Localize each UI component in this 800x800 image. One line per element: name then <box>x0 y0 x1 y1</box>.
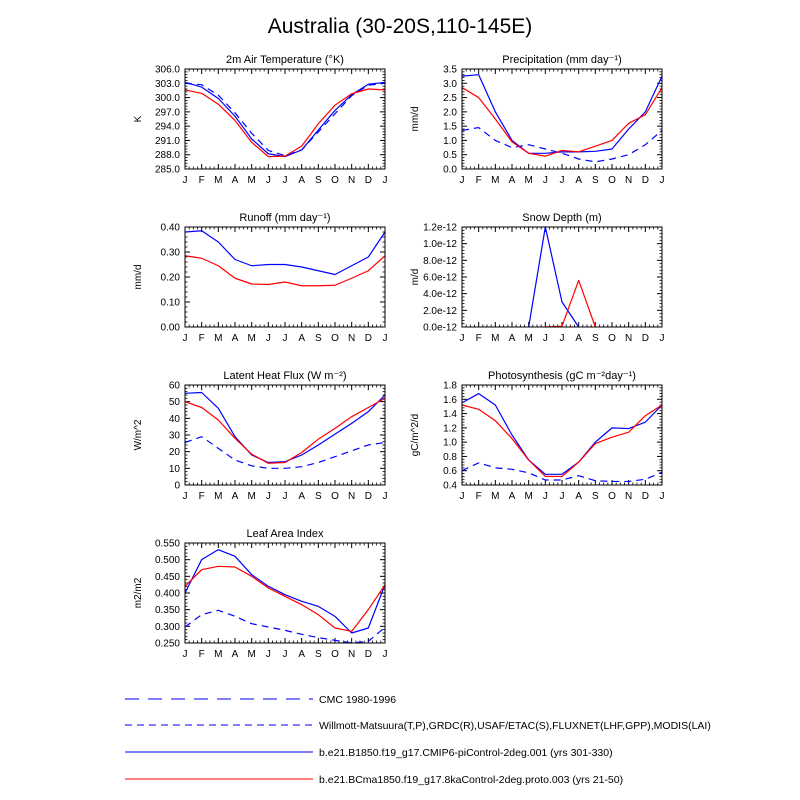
y-axis-label: K <box>133 115 144 123</box>
plot-frame <box>462 385 662 485</box>
x-tick-label: M <box>491 491 500 502</box>
x-tick-label: M <box>247 175 256 186</box>
x-tick-label: J <box>659 333 665 344</box>
legend-entry <box>125 747 613 759</box>
x-tick-label: J <box>282 175 288 186</box>
series-line-red-solid <box>462 88 662 157</box>
legend-entry <box>125 720 711 732</box>
series-line-blue-dashed <box>462 463 662 482</box>
x-tick-label: S <box>591 333 599 344</box>
series-line-blue-dashed <box>185 83 385 155</box>
x-tick-label: F <box>198 175 205 186</box>
panel-title: Snow Depth (m) <box>522 212 602 224</box>
y-tick-label: 297.0 <box>154 107 180 119</box>
x-tick-label: D <box>641 175 649 186</box>
legend-entry <box>125 774 623 786</box>
x-tick-label: S <box>314 491 322 502</box>
x-tick-label: A <box>575 175 583 186</box>
y-tick-label: 0.5 <box>443 150 457 162</box>
x-tick-label: N <box>348 491 356 502</box>
x-tick-label: J <box>459 491 465 502</box>
series-line-blue-solid <box>529 227 579 327</box>
x-tick-label: J <box>182 649 188 660</box>
chart-panel <box>133 54 388 186</box>
y-tick-label: 294.0 <box>154 121 180 133</box>
x-tick-label: N <box>625 491 633 502</box>
panel-title: Leaf Area Index <box>246 528 324 540</box>
x-tick-label: J <box>182 175 188 186</box>
x-tick-label: A <box>231 649 239 660</box>
x-tick-label: M <box>524 333 533 344</box>
x-tick-label: J <box>659 175 665 186</box>
x-tick-label: O <box>331 333 339 344</box>
x-tick-label: A <box>508 175 516 186</box>
x-tick-label: O <box>608 175 616 186</box>
x-tick-label: J <box>182 491 188 502</box>
y-tick-label: 20 <box>168 447 180 459</box>
x-tick-label: A <box>575 333 583 344</box>
y-tick-label: 306.0 <box>154 64 180 76</box>
y-tick-label: 288.0 <box>154 150 180 162</box>
y-tick-label: 300.0 <box>154 93 180 105</box>
x-tick-label: A <box>508 491 516 502</box>
y-tick-label: 1.0e-12 <box>423 239 457 251</box>
x-tick-label: S <box>314 333 322 344</box>
series-line-red-solid <box>185 566 385 631</box>
series-line-blue-dashed <box>185 437 385 469</box>
x-tick-label: J <box>265 333 271 344</box>
x-tick-label: S <box>591 175 599 186</box>
x-tick-label: J <box>542 175 548 186</box>
y-axis-label: mm/d <box>410 106 421 132</box>
y-tick-label: 50 <box>168 397 180 409</box>
x-tick-label: M <box>524 175 533 186</box>
x-tick-label: M <box>247 491 256 502</box>
x-tick-label: S <box>314 649 322 660</box>
x-tick-label: A <box>231 333 239 344</box>
panel-title: Photosynthesis (gC m⁻²day⁻¹) <box>488 370 636 382</box>
y-tick-label: 10 <box>168 463 180 475</box>
panel-title: Latent Heat Flux (W m⁻²) <box>223 370 347 382</box>
y-axis-label: m2/m2 <box>133 577 144 609</box>
y-tick-label: 0.30 <box>160 247 180 259</box>
x-tick-label: A <box>298 175 306 186</box>
x-tick-label: N <box>348 649 356 660</box>
y-tick-label: 0.4 <box>443 480 457 492</box>
plot-frame <box>462 227 662 327</box>
series-line-blue-solid <box>185 550 385 633</box>
x-tick-label: D <box>364 491 372 502</box>
y-tick-label: 1.4 <box>443 409 457 421</box>
y-tick-label: 0.10 <box>160 297 180 309</box>
plot-frame <box>185 543 385 643</box>
x-tick-label: M <box>214 175 223 186</box>
y-tick-label: 1.6 <box>443 394 457 406</box>
y-tick-label: 3.5 <box>443 64 457 76</box>
x-tick-label: F <box>198 333 205 344</box>
y-tick-label: 1.2e-12 <box>423 222 457 234</box>
x-tick-label: F <box>475 491 482 502</box>
x-tick-label: M <box>524 491 533 502</box>
y-tick-label: 3.0 <box>443 78 457 90</box>
y-tick-label: 0.500 <box>154 555 180 567</box>
x-tick-label: O <box>608 491 616 502</box>
x-tick-label: A <box>575 491 583 502</box>
x-tick-label: S <box>314 175 322 186</box>
y-tick-label: 291.0 <box>154 135 180 147</box>
x-tick-label: J <box>659 491 665 502</box>
x-tick-label: D <box>364 333 372 344</box>
y-tick-label: 1.0 <box>443 135 457 147</box>
y-tick-label: 0.20 <box>160 272 180 284</box>
y-tick-label: 0.350 <box>154 605 180 617</box>
series-line-blue-solid <box>185 231 385 275</box>
y-tick-label: 303.0 <box>154 78 180 90</box>
x-tick-label: O <box>331 175 339 186</box>
x-tick-label: N <box>625 175 633 186</box>
plot-frame <box>185 69 385 169</box>
y-tick-label: 1.2 <box>443 423 457 435</box>
y-tick-label: 40 <box>168 413 180 425</box>
x-tick-label: M <box>214 491 223 502</box>
legend-entry <box>125 694 396 706</box>
x-tick-label: D <box>641 333 649 344</box>
x-tick-label: J <box>182 333 188 344</box>
x-tick-label: S <box>591 491 599 502</box>
x-tick-label: J <box>542 333 548 344</box>
y-axis-label: W/m^2 <box>133 419 144 451</box>
x-tick-label: M <box>491 175 500 186</box>
chart-panel <box>133 370 388 502</box>
x-tick-label: N <box>625 333 633 344</box>
y-tick-label: 2.0e-12 <box>423 305 457 317</box>
x-tick-label: A <box>298 333 306 344</box>
x-tick-label: D <box>364 649 372 660</box>
series-line-red-solid <box>185 398 385 463</box>
series-line-blue-solid <box>185 82 385 156</box>
y-tick-label: 0.00 <box>160 322 180 334</box>
series-line-red-solid <box>185 89 385 157</box>
chart-panel <box>410 212 665 344</box>
y-tick-label: 0.450 <box>154 571 180 583</box>
x-tick-label: A <box>298 491 306 502</box>
y-tick-label: 0.300 <box>154 621 180 633</box>
x-tick-label: F <box>198 491 205 502</box>
x-tick-label: J <box>459 175 465 186</box>
chart-panel <box>410 54 665 186</box>
y-tick-label: 285.0 <box>154 164 180 176</box>
panel-title: Precipitation (mm day⁻¹) <box>502 54 622 66</box>
x-tick-label: A <box>231 491 239 502</box>
series-line-red-solid <box>545 280 595 327</box>
y-tick-label: 1.8 <box>443 380 457 392</box>
legend-label: Willmott-Matsuura(T,P),GRDC(R),USAF/ETAC(S),FLUXNET(LHF,GPP),MODIS(LAI) <box>319 720 711 732</box>
y-tick-label: 0.6 <box>443 466 457 478</box>
x-tick-label: J <box>382 491 388 502</box>
series-line-blue-solid <box>462 394 662 475</box>
y-tick-label: 0.250 <box>154 638 180 650</box>
y-tick-label: 60 <box>168 380 180 392</box>
y-tick-label: 1.5 <box>443 121 457 133</box>
y-tick-label: 0.8 <box>443 451 457 463</box>
x-tick-label: O <box>608 333 616 344</box>
y-tick-label: 0.0e-12 <box>423 322 457 334</box>
y-tick-label: 0.0 <box>443 164 457 176</box>
y-tick-label: 1.0 <box>443 437 457 449</box>
y-tick-label: 6.0e-12 <box>423 272 457 284</box>
panel-title: 2m Air Temperature (°K) <box>226 54 344 66</box>
x-tick-label: D <box>641 491 649 502</box>
x-tick-label: J <box>382 175 388 186</box>
panels <box>133 54 665 660</box>
chart-panel <box>410 370 665 502</box>
x-tick-label: J <box>559 491 565 502</box>
x-tick-label: J <box>265 175 271 186</box>
legend-label: b.e21.B1850.f19_g17.CMIP6-piControl-2deg.001 (yrs 301-330) <box>319 747 613 759</box>
x-tick-label: A <box>231 175 239 186</box>
x-tick-label: J <box>282 649 288 660</box>
y-axis-label: gC/m^2/d <box>410 413 421 457</box>
y-tick-label: 2.5 <box>443 93 457 105</box>
series-line-blue-dashed <box>462 128 662 162</box>
x-tick-label: M <box>247 649 256 660</box>
x-tick-label: F <box>475 175 482 186</box>
x-tick-label: J <box>382 649 388 660</box>
panel-title: Runoff (mm day⁻¹) <box>239 212 331 224</box>
chart-panel <box>133 528 388 660</box>
x-tick-label: F <box>475 333 482 344</box>
y-tick-label: 4.0e-12 <box>423 289 457 301</box>
x-tick-label: J <box>265 491 271 502</box>
x-tick-label: M <box>214 333 223 344</box>
x-tick-label: J <box>265 649 271 660</box>
y-tick-label: 0.550 <box>154 538 180 550</box>
y-tick-label: 2.0 <box>443 107 457 119</box>
y-axis-label: m/d <box>410 268 421 286</box>
plot-frame <box>185 385 385 485</box>
x-tick-label: M <box>214 649 223 660</box>
x-tick-label: J <box>382 333 388 344</box>
y-tick-label: 30 <box>168 430 180 442</box>
legend-label: CMC 1980-1996 <box>319 694 397 706</box>
x-tick-label: N <box>348 175 356 186</box>
x-tick-label: J <box>559 175 565 186</box>
legend <box>125 694 711 786</box>
x-tick-label: M <box>491 333 500 344</box>
y-tick-label: 0.40 <box>160 222 180 234</box>
x-tick-label: J <box>282 491 288 502</box>
x-tick-label: O <box>331 491 339 502</box>
chart-panel <box>133 212 388 344</box>
x-tick-label: J <box>542 491 548 502</box>
x-tick-label: M <box>247 333 256 344</box>
x-tick-label: A <box>298 649 306 660</box>
x-tick-label: D <box>364 175 372 186</box>
figure-title: Australia (30-20S,110-145E) <box>267 15 533 38</box>
x-tick-label: O <box>331 649 339 660</box>
x-tick-label: F <box>198 649 205 660</box>
x-tick-label: J <box>559 333 565 344</box>
x-tick-label: N <box>348 333 356 344</box>
x-tick-label: J <box>282 333 288 344</box>
x-tick-label: A <box>508 333 516 344</box>
y-tick-label: 8.0e-12 <box>423 255 457 267</box>
y-tick-label: 0.400 <box>154 588 180 600</box>
y-axis-label: mm/d <box>133 264 144 290</box>
x-tick-label: J <box>459 333 465 344</box>
series-line-blue-solid <box>185 393 385 463</box>
series-line-red-solid <box>185 256 385 286</box>
plot-frame <box>462 69 662 169</box>
series-line-red-solid <box>462 405 662 476</box>
legend-label: b.e21.BCma1850.f19_g17.8kaControl-2deg.proto.003 (yrs 21-50) <box>319 774 624 786</box>
y-tick-label: 0 <box>174 480 180 492</box>
